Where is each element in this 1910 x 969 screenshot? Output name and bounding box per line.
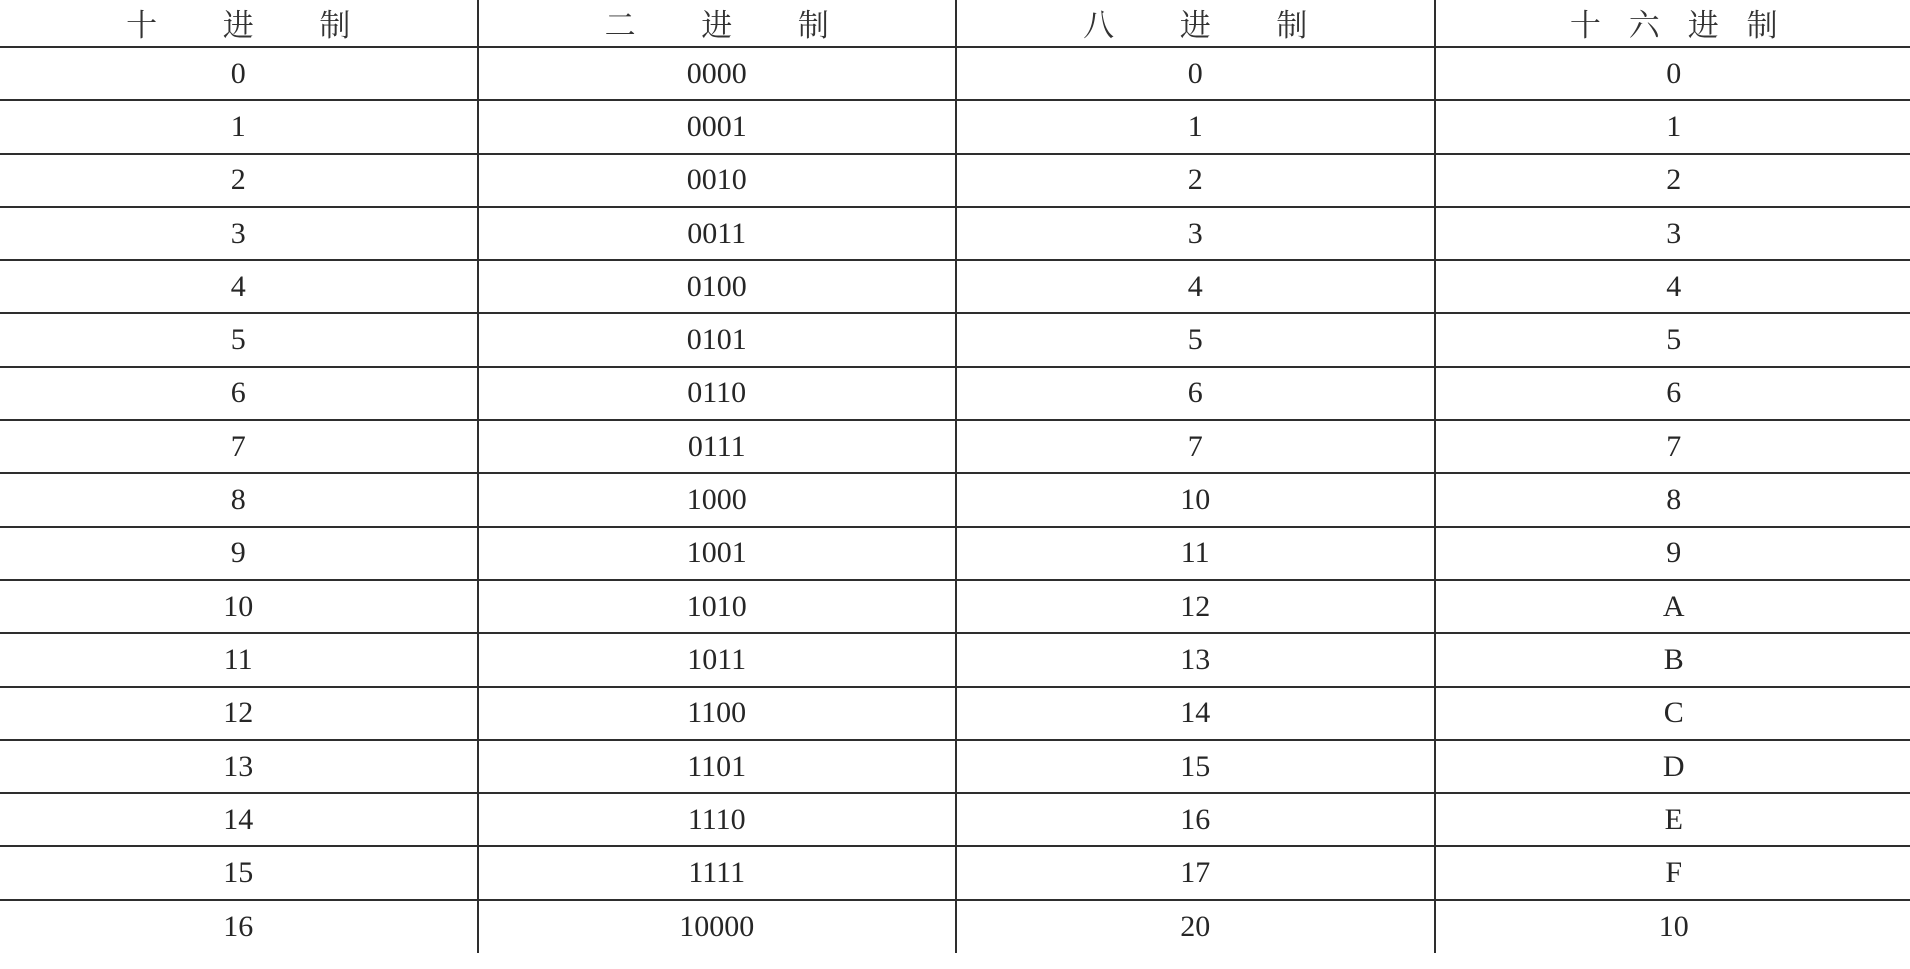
cell-hexadecimal: E [1435,793,1910,846]
cell-octal: 7 [956,420,1435,473]
cell-binary: 1001 [478,527,957,580]
cell-hexadecimal: D [1435,740,1910,793]
table-row [0,633,1910,686]
cell-binary: 0010 [478,154,957,207]
table-header [0,0,1910,47]
cell-decimal: 10 [0,580,478,633]
cell-decimal: 14 [0,793,478,846]
header-row [0,0,1910,47]
table-row [0,100,1910,153]
cell-decimal: 7 [0,420,478,473]
cell-decimal: 9 [0,527,478,580]
cell-octal: 0 [956,47,1435,100]
cell-decimal: 12 [0,687,478,740]
cell-octal: 12 [956,580,1435,633]
cell-decimal: 0 [0,47,478,100]
cell-octal: 6 [956,367,1435,420]
header-octal: 八 进 制 [956,0,1435,47]
cell-decimal: 8 [0,473,478,526]
cell-decimal: 11 [0,633,478,686]
cell-octal: 17 [956,846,1435,899]
cell-hexadecimal: 9 [1435,527,1910,580]
cell-binary: 1011 [478,633,957,686]
header-hexadecimal: 十六进制 [1435,0,1910,47]
cell-octal: 5 [956,313,1435,366]
cell-octal: 11 [956,527,1435,580]
cell-octal: 14 [956,687,1435,740]
table-row [0,47,1910,100]
cell-hexadecimal: 3 [1435,207,1910,260]
header-binary: 二 进 制 [478,0,957,47]
cell-binary: 0111 [478,420,957,473]
cell-hexadecimal: 8 [1435,473,1910,526]
table-row [0,154,1910,207]
cell-decimal: 2 [0,154,478,207]
cell-binary: 1110 [478,793,957,846]
cell-octal: 4 [956,260,1435,313]
cell-binary: 1010 [478,580,957,633]
cell-binary: 0011 [478,207,957,260]
cell-binary: 10000 [478,900,957,953]
cell-hexadecimal: 2 [1435,154,1910,207]
cell-hexadecimal: C [1435,687,1910,740]
cell-hexadecimal: 5 [1435,313,1910,366]
cell-binary: 1100 [478,687,957,740]
cell-octal: 15 [956,740,1435,793]
table-row [0,900,1910,953]
cell-binary: 1101 [478,740,957,793]
cell-octal: 20 [956,900,1435,953]
cell-hexadecimal: 10 [1435,900,1910,953]
cell-hexadecimal: 0 [1435,47,1910,100]
cell-decimal: 6 [0,367,478,420]
cell-octal: 10 [956,473,1435,526]
header-decimal: 十 进 制 [0,0,478,47]
cell-decimal: 5 [0,313,478,366]
cell-binary: 0110 [478,367,957,420]
table-row [0,580,1910,633]
cell-octal: 1 [956,100,1435,153]
cell-octal: 13 [956,633,1435,686]
cell-binary: 0001 [478,100,957,153]
cell-decimal: 16 [0,900,478,953]
cell-decimal: 13 [0,740,478,793]
table-row [0,793,1910,846]
table-row [0,207,1910,260]
table-row [0,687,1910,740]
cell-hexadecimal: B [1435,633,1910,686]
table-row [0,473,1910,526]
table-row [0,367,1910,420]
cell-hexadecimal: 1 [1435,100,1910,153]
cell-octal: 16 [956,793,1435,846]
cell-octal: 3 [956,207,1435,260]
table-row [0,846,1910,899]
cell-binary: 0000 [478,47,957,100]
cell-decimal: 4 [0,260,478,313]
table-row [0,527,1910,580]
cell-binary: 0101 [478,313,957,366]
cell-hexadecimal: 7 [1435,420,1910,473]
cell-hexadecimal: F [1435,846,1910,899]
cell-decimal: 1 [0,100,478,153]
cell-octal: 2 [956,154,1435,207]
table-row [0,313,1910,366]
cell-binary: 0100 [478,260,957,313]
cell-hexadecimal: A [1435,580,1910,633]
cell-binary: 1111 [478,846,957,899]
cell-binary: 1000 [478,473,957,526]
table-row [0,260,1910,313]
cell-hexadecimal: 4 [1435,260,1910,313]
cell-hexadecimal: 6 [1435,367,1910,420]
table-row [0,740,1910,793]
table-body [0,47,1910,953]
table-row [0,420,1910,473]
cell-decimal: 3 [0,207,478,260]
cell-decimal: 15 [0,846,478,899]
